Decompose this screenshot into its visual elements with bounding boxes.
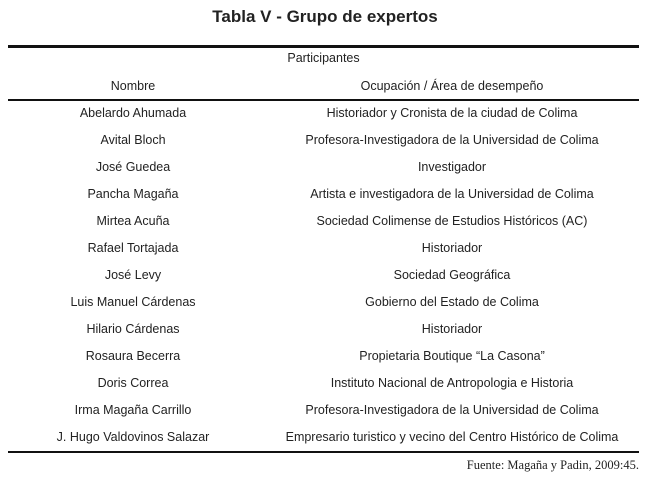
cell-name: Abelardo Ahumada	[79, 106, 187, 120]
cell-occupation: Propietaria Boutique “La Casona”	[359, 349, 545, 363]
cell-name: Irma Magaña Carrillo	[74, 403, 192, 417]
source-note: Fuente: Magaña y Padin, 2009:45.	[466, 458, 639, 472]
table-row	[0, 100, 650, 127]
cell-name: Doris Correa	[97, 376, 169, 390]
cell-name: Rosaura Becerra	[85, 349, 181, 363]
table-row	[0, 397, 650, 424]
cell-name: Luis Manuel Cárdenas	[70, 295, 196, 309]
cell-occupation: Sociedad Colimense de Estudios Históricos (AC)	[316, 214, 588, 228]
table-row	[0, 235, 650, 262]
table-title: Tabla V - Grupo de expertos	[212, 7, 438, 26]
cell-occupation: Investigador	[417, 160, 487, 174]
bottom-rule	[8, 451, 639, 453]
cell-name: Avital Bloch	[100, 133, 166, 147]
table-row	[0, 262, 650, 289]
cell-occupation: Historiador y Cronista de la ciudad de Colima	[326, 106, 578, 120]
column-header-occupation: Ocupación / Área de desempeño	[360, 79, 544, 93]
cell-name: Pancha Magaña	[87, 187, 179, 201]
cell-occupation: Historiador	[421, 322, 483, 336]
cell-occupation: Instituto Nacional de Antropologia e Historia	[330, 376, 574, 390]
cell-occupation: Historiador	[421, 241, 483, 255]
table-row	[0, 127, 650, 154]
cell-occupation: Empresario turistico y vecino del Centro Histórico de Colima	[285, 430, 619, 444]
cell-name: J. Hugo Valdovinos Salazar	[56, 430, 210, 444]
table-row	[0, 370, 650, 397]
cell-occupation: Gobierno del Estado de Colima	[365, 295, 539, 309]
table-row	[0, 343, 650, 370]
cell-name: Hilario Cárdenas	[86, 322, 180, 336]
cell-name: José Guedea	[95, 160, 171, 174]
cell-name: Mirtea Acuña	[96, 214, 170, 228]
table-row	[0, 316, 650, 343]
cell-name: José Levy	[104, 268, 162, 282]
table-row	[0, 289, 650, 316]
top-rule	[8, 45, 639, 48]
table-row	[0, 181, 650, 208]
cell-occupation: Artista e investigadora de la Universidad de Colima	[310, 187, 594, 201]
group-header: Participantes	[287, 51, 360, 65]
table-row	[0, 208, 650, 235]
table-row	[0, 154, 650, 181]
cell-occupation: Sociedad Geográfica	[393, 268, 511, 282]
cell-name: Rafael Tortajada	[87, 241, 179, 255]
table-row	[0, 424, 650, 451]
table-body	[0, 100, 650, 451]
column-header-name: Nombre	[110, 79, 156, 93]
cell-occupation: Profesora-Investigadora de la Universidad de Colima	[305, 133, 599, 147]
cell-occupation: Profesora-Investigadora de la Universidad de Colima	[305, 403, 599, 417]
